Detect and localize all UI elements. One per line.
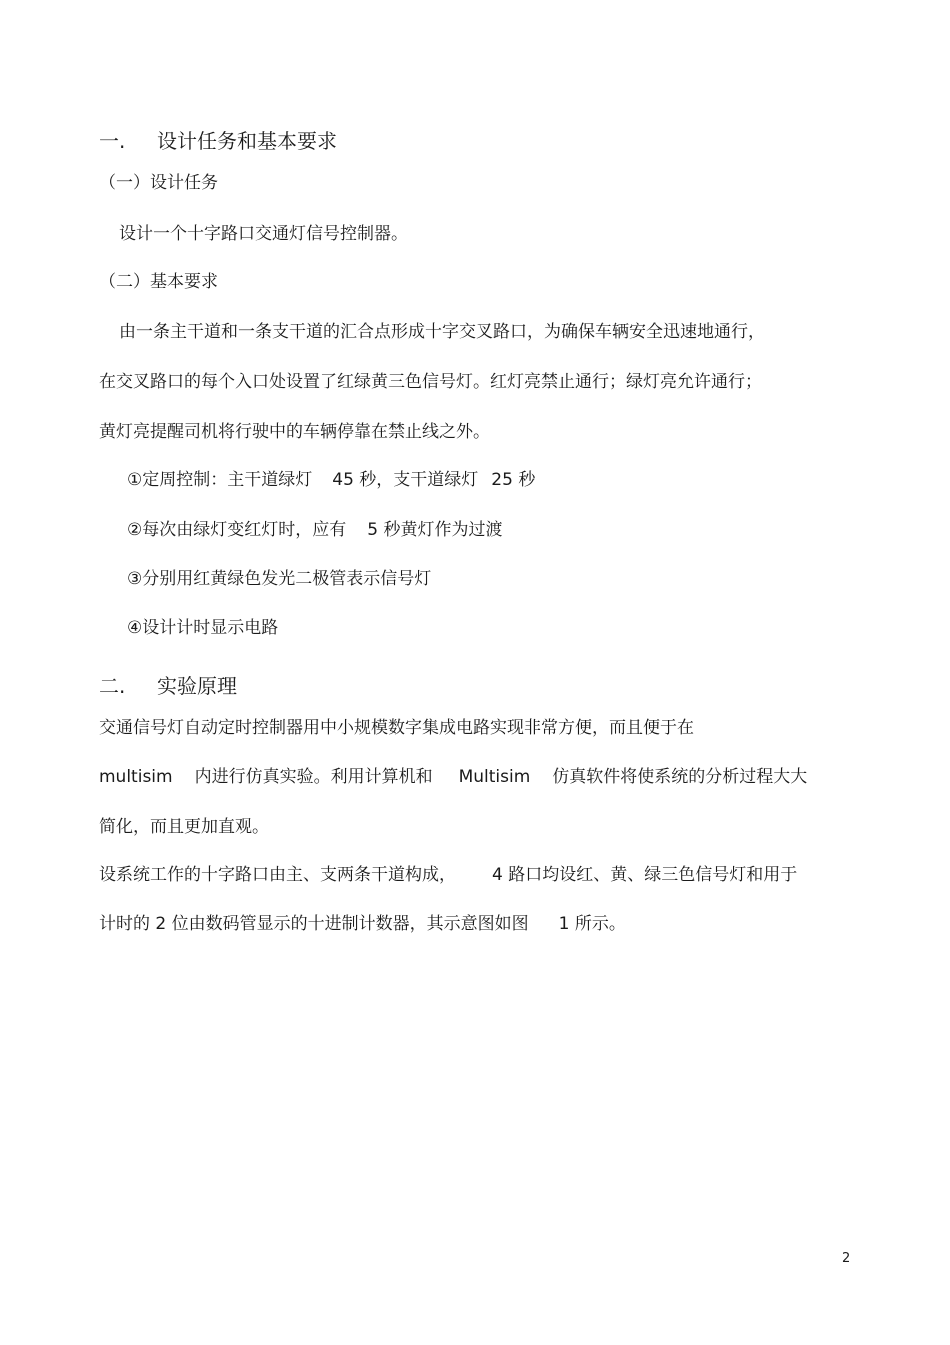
- principle-paragraph-line-3: 简化，而且更加直观。: [99, 817, 269, 837]
- section-1-number: 一.: [99, 129, 126, 153]
- page-number: 2: [842, 1251, 851, 1266]
- requirement-item-1-part-c: 25 秒: [491, 470, 536, 490]
- requirement-item-1-part-a: ①定周控制：主干道绿灯: [127, 470, 313, 490]
- principle-paragraph-line-2: [99, 766, 807, 788]
- requirements-paragraph-line-1: 由一条主干道和一条支干道的汇合点形成十字交叉路口，为确保车辆安全迅速地通行，: [119, 322, 765, 342]
- subsection-1-text: 设计一个十字路口交通灯信号控制器。: [119, 224, 408, 244]
- section-1-title: 设计任务和基本要求: [157, 129, 337, 153]
- requirement-item-3: ③分别用红黄绿色发光二极管表示信号灯: [127, 569, 432, 589]
- system-line-2-part-a: 计时的 2 位由数码管显示的十进制计数器，其示意图如图: [99, 914, 529, 934]
- subsection-2-heading: （二）基本要求: [99, 272, 218, 292]
- requirement-item-1-part-b: 45 秒，支干道绿灯: [332, 470, 479, 490]
- system-line-1-part-a: 设系统工作的十字路口由主、支两条干道构成，: [99, 865, 456, 885]
- subsection-1-heading: （一）设计任务: [99, 173, 218, 193]
- principle-line-2-part-a: multisim: [99, 767, 173, 787]
- requirements-paragraph-line-2: 在交叉路口的每个入口处设置了红绿黄三色信号灯。红灯亮禁止通行；绿灯亮允许通行；: [99, 372, 762, 392]
- section-2-heading: [99, 673, 237, 699]
- requirement-item-2-part-b: 5 秒黄灯作为过渡: [367, 520, 503, 540]
- system-line-2-part-b: 1 所示。: [558, 914, 626, 934]
- section-2-number: 二.: [99, 674, 126, 698]
- principle-line-2-part-c: Multisim: [458, 767, 531, 787]
- system-paragraph-line-1: [99, 864, 797, 886]
- requirement-item-1: [127, 469, 535, 491]
- requirement-item-2-part-a: ②每次由绿灯变红灯时，应有: [127, 520, 347, 540]
- requirement-item-2: [127, 519, 502, 541]
- section-1-heading: [99, 128, 337, 154]
- requirement-item-4: ④设计计时显示电路: [127, 618, 279, 638]
- system-line-1-part-b: 4 路口均设红、黄、绿三色信号灯和用于: [492, 865, 798, 885]
- principle-line-2-part-d: 仿真软件将使系统的分析过程大大: [552, 767, 808, 787]
- principle-paragraph-line-1: 交通信号灯自动定时控制器用中小规模数字集成电路实现非常方便，而且便于在: [99, 718, 694, 738]
- system-paragraph-line-2: [99, 913, 626, 935]
- principle-line-2-part-b: 内进行仿真实验。利用计算机和: [194, 767, 433, 787]
- requirements-paragraph-line-3: 黄灯亮提醒司机将行驶中的车辆停靠在禁止线之外。: [99, 422, 490, 442]
- section-2-title: 实验原理: [157, 674, 237, 698]
